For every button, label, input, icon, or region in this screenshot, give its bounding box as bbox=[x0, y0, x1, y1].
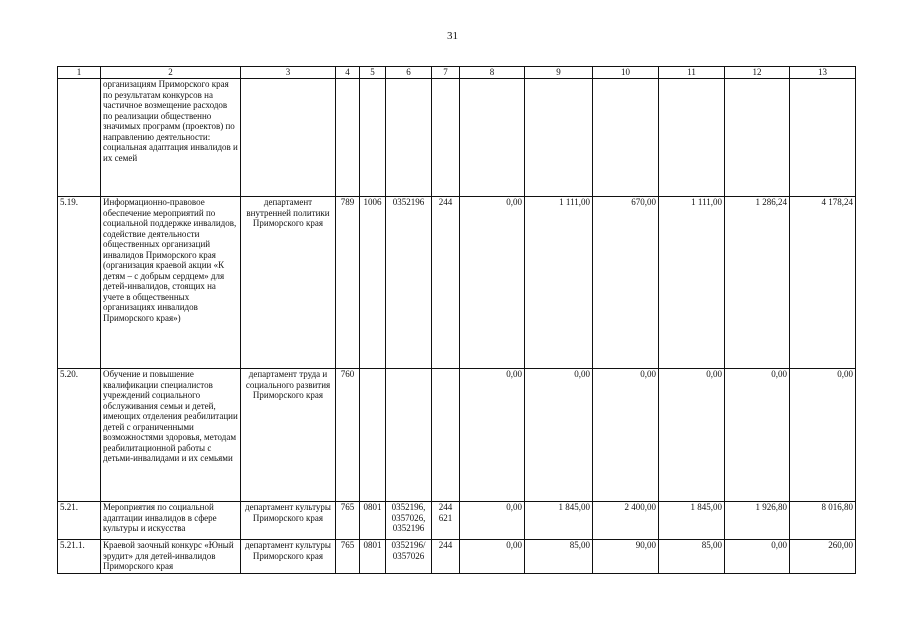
cell-col7: 244 621 bbox=[432, 502, 460, 540]
column-header: 8 bbox=[460, 67, 525, 79]
cell-col12: 0,00 bbox=[725, 540, 790, 574]
cell-col6 bbox=[386, 369, 432, 502]
table-row bbox=[58, 79, 856, 197]
page-number: 31 bbox=[447, 30, 458, 42]
row-number: 5.20. bbox=[58, 369, 101, 502]
executor: департамент труда и социального развития Приморского края bbox=[241, 369, 336, 502]
budget-table bbox=[57, 66, 856, 574]
cell-col6: 0352196 bbox=[386, 197, 432, 369]
cell-col5: 0801 bbox=[360, 540, 386, 574]
table-row bbox=[58, 540, 856, 574]
cell-col13: 8 016,80 bbox=[790, 502, 856, 540]
cell-col13: 4 178,24 bbox=[790, 197, 856, 369]
column-header: 11 bbox=[659, 67, 725, 79]
cell-col5: 1006 bbox=[360, 197, 386, 369]
row-number bbox=[58, 79, 101, 197]
executor bbox=[241, 79, 336, 197]
cell-col8: 0,00 bbox=[460, 369, 525, 502]
cell-col9: 1 111,00 bbox=[525, 197, 593, 369]
cell-col11 bbox=[659, 79, 725, 197]
measure-name: Мероприятия по социальной адаптации инвалидов в сфере культуры и искусства bbox=[101, 502, 241, 540]
cell-col13: 0,00 bbox=[790, 369, 856, 502]
executor: департамент культуры Приморского края bbox=[241, 502, 336, 540]
cell-col7 bbox=[432, 79, 460, 197]
cell-col12: 1 926,80 bbox=[725, 502, 790, 540]
row-number: 5.19. bbox=[58, 197, 101, 369]
cell-col7: 244 bbox=[432, 540, 460, 574]
column-header: 3 bbox=[241, 67, 336, 79]
row-number: 5.21.1. bbox=[58, 540, 101, 574]
cell-col10 bbox=[593, 79, 659, 197]
cell-col8: 0,00 bbox=[460, 197, 525, 369]
cell-col9: 1 845,00 bbox=[525, 502, 593, 540]
cell-col10: 2 400,00 bbox=[593, 502, 659, 540]
cell-col13: 260,00 bbox=[790, 540, 856, 574]
column-header: 13 bbox=[790, 67, 856, 79]
cell-col11: 1 111,00 bbox=[659, 197, 725, 369]
cell-col7: 244 bbox=[432, 197, 460, 369]
column-header: 4 bbox=[336, 67, 360, 79]
cell-col7 bbox=[432, 369, 460, 502]
column-header: 1 bbox=[58, 67, 101, 79]
column-header: 9 bbox=[525, 67, 593, 79]
cell-col9 bbox=[525, 79, 593, 197]
cell-col10: 670,00 bbox=[593, 197, 659, 369]
cell-col10: 90,00 bbox=[593, 540, 659, 574]
cell-col11: 85,00 bbox=[659, 540, 725, 574]
cell-col12: 0,00 bbox=[725, 369, 790, 502]
cell-col4: 765 bbox=[336, 502, 360, 540]
column-header: 7 bbox=[432, 67, 460, 79]
cell-col9: 0,00 bbox=[525, 369, 593, 502]
cell-col4: 760 bbox=[336, 369, 360, 502]
cell-col5: 0801 bbox=[360, 502, 386, 540]
cell-col8 bbox=[460, 79, 525, 197]
cell-col5 bbox=[360, 79, 386, 197]
cell-col12 bbox=[725, 79, 790, 197]
measure-name: Обучение и повышение квалификации специалистов учреждений социального обслуживания семьи и детей, имеющих отделения реабилитации детей с ограниченными возможностями здоровья, методам реабилитационной работы с детьми-инвалидами и их семьями bbox=[101, 369, 241, 502]
table-row bbox=[58, 502, 856, 540]
measure-name: организациям Приморского края по результатам конкурсов на частичное возмещение расходов по реализации общественно значимых программ (проектов) по направлению деятельности: социальная адаптация инвалидов и их семей bbox=[101, 79, 241, 197]
measure-name: Информационно-правовое обеспечение мероприятий по социальной поддержке инвалидов, содействие деятельности общественных организаций инвалидов Приморского края (организация краевой акции «К детям – с добрым сердцем» для детей-инвалидов, стоящих на учете в общественных организациях инвалидов Приморского края») bbox=[101, 197, 241, 369]
cell-col6: 0352196, 0357026, 0352196 bbox=[386, 502, 432, 540]
cell-col9: 85,00 bbox=[525, 540, 593, 574]
cell-col5 bbox=[360, 369, 386, 502]
table-row bbox=[58, 197, 856, 369]
cell-col6 bbox=[386, 79, 432, 197]
cell-col10: 0,00 bbox=[593, 369, 659, 502]
measure-name: Краевой заочный конкурс «Юный эрудит» для детей-инвалидов Приморского края bbox=[101, 540, 241, 574]
cell-col11: 1 845,00 bbox=[659, 502, 725, 540]
column-header: 2 bbox=[101, 67, 241, 79]
column-header: 12 bbox=[725, 67, 790, 79]
cell-col4: 789 bbox=[336, 197, 360, 369]
row-number: 5.21. bbox=[58, 502, 101, 540]
cell-col4 bbox=[336, 79, 360, 197]
cell-col4: 765 bbox=[336, 540, 360, 574]
cell-col13 bbox=[790, 79, 856, 197]
executor: департамент внутренней политики Приморского края bbox=[241, 197, 336, 369]
cell-col11: 0,00 bbox=[659, 369, 725, 502]
header-row bbox=[58, 67, 856, 79]
column-header: 5 bbox=[360, 67, 386, 79]
column-header: 10 bbox=[593, 67, 659, 79]
column-header: 6 bbox=[386, 67, 432, 79]
table-row bbox=[58, 369, 856, 502]
cell-col8: 0,00 bbox=[460, 502, 525, 540]
cell-col12: 1 286,24 bbox=[725, 197, 790, 369]
cell-col8: 0,00 bbox=[460, 540, 525, 574]
cell-col6: 0352196/ 0357026 bbox=[386, 540, 432, 574]
executor: департамент культуры Приморского края bbox=[241, 540, 336, 574]
